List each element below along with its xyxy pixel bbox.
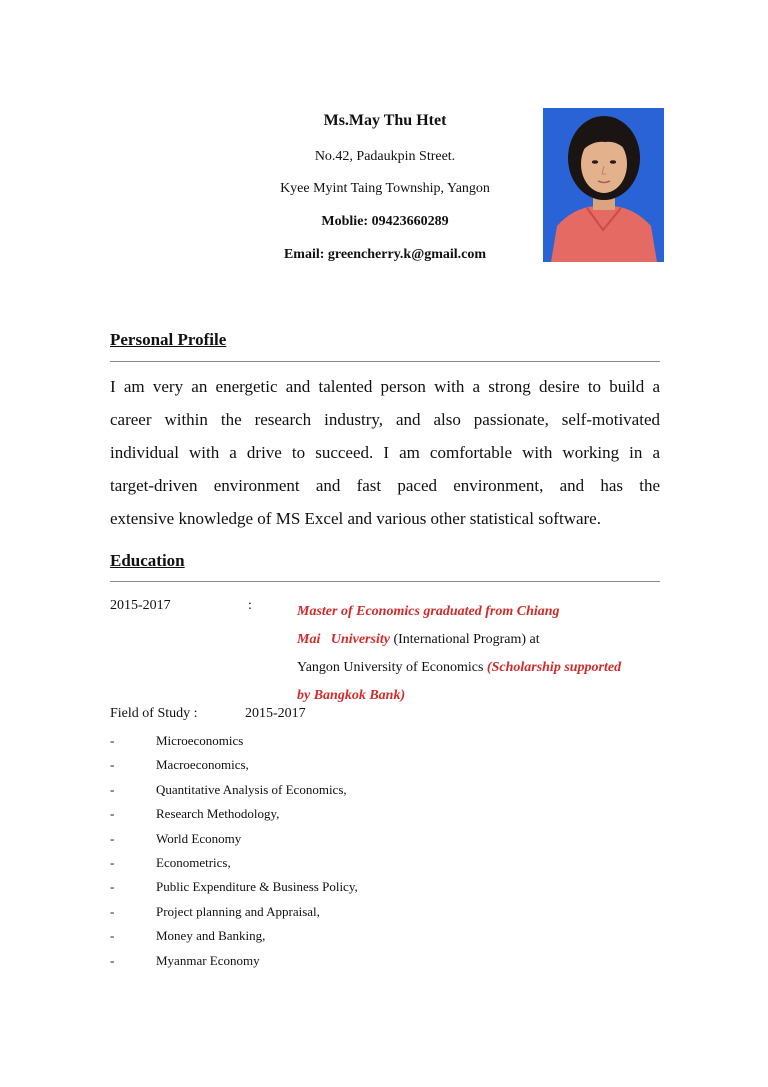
course-name: Macroeconomics, [156, 757, 249, 773]
course-name: Research Methodology, [156, 806, 280, 822]
address-line-2: Kyee Myint Taing Township, Yangon [280, 181, 490, 196]
scholarship-sponsor: by Bangkok Bank) [297, 688, 406, 703]
list-item: - Public Expenditure & Business Policy, [110, 879, 358, 895]
course-list [110, 733, 510, 977]
list-item: - Microeconomics [110, 733, 244, 748]
mobile-number: Moblie: 09423660289 [321, 214, 449, 229]
list-item: - Macroeconomics, [110, 757, 249, 773]
university-name: Mai University [297, 632, 390, 647]
course-name: Money and Banking, [156, 928, 266, 944]
profile-paragraph [110, 370, 660, 535]
program-note: (International Program) at [389, 632, 540, 647]
profile-line: target-driven environment and fast paced environment, and has the [110, 476, 660, 495]
list-item: - World Economy [110, 830, 242, 846]
course-name: Econometrics, [156, 854, 231, 870]
section-divider [110, 361, 660, 362]
education-colon: : [248, 598, 252, 613]
portrait-image [543, 108, 664, 262]
list-item: - Myanmar Economy [110, 952, 260, 968]
course-name: Project planning and Appraisal, [156, 903, 320, 919]
field-of-study-label: Field of Study : [110, 706, 198, 721]
education-year: 2015-2017 [110, 598, 171, 613]
education-description [297, 598, 662, 710]
profile-line: extensive knowledge of MS Excel and various other statistical software. [110, 509, 601, 528]
course-name: Public Expenditure & Business Policy, [156, 879, 358, 895]
course-name: Quantitative Analysis of Economics, [156, 781, 347, 797]
institution-name: Yangon University of Economics [297, 660, 487, 675]
list-item: - Money and Banking, [110, 928, 266, 944]
address-line-1: No.42, Padaukpin Street. [314, 149, 456, 164]
course-name: Myanmar Economy [156, 952, 260, 968]
list-item: - Project planning and Appraisal, [110, 903, 320, 919]
degree-title: Master of Economics graduated from Chiang [297, 604, 560, 619]
profile-photo [543, 108, 664, 262]
candidate-name: Ms.May Thu Htet [323, 112, 447, 129]
field-of-study-years: 2015-2017 [245, 706, 306, 721]
scholarship-note: (Scholarship supported [486, 660, 622, 675]
list-item: - Research Methodology, [110, 806, 280, 822]
education-heading: Education [110, 551, 185, 570]
profile-line: individual with a drive to succeed. I am comfortable with working in a [110, 443, 660, 462]
course-name: Microeconomics [156, 733, 244, 748]
profile-line: I am very an energetic and talented person with a strong desire to build a [110, 377, 660, 396]
section-divider [110, 581, 660, 582]
profile-line: career within the research industry, and also passionate, self-motivated [110, 410, 660, 429]
list-item: - Quantitative Analysis of Economics, [110, 781, 347, 797]
course-name: World Economy [156, 830, 242, 846]
email-address: Email: greencherry.k@gmail.com [283, 247, 487, 262]
personal-profile-heading: Personal Profile [110, 330, 227, 349]
list-item: - Econometrics, [110, 854, 231, 870]
